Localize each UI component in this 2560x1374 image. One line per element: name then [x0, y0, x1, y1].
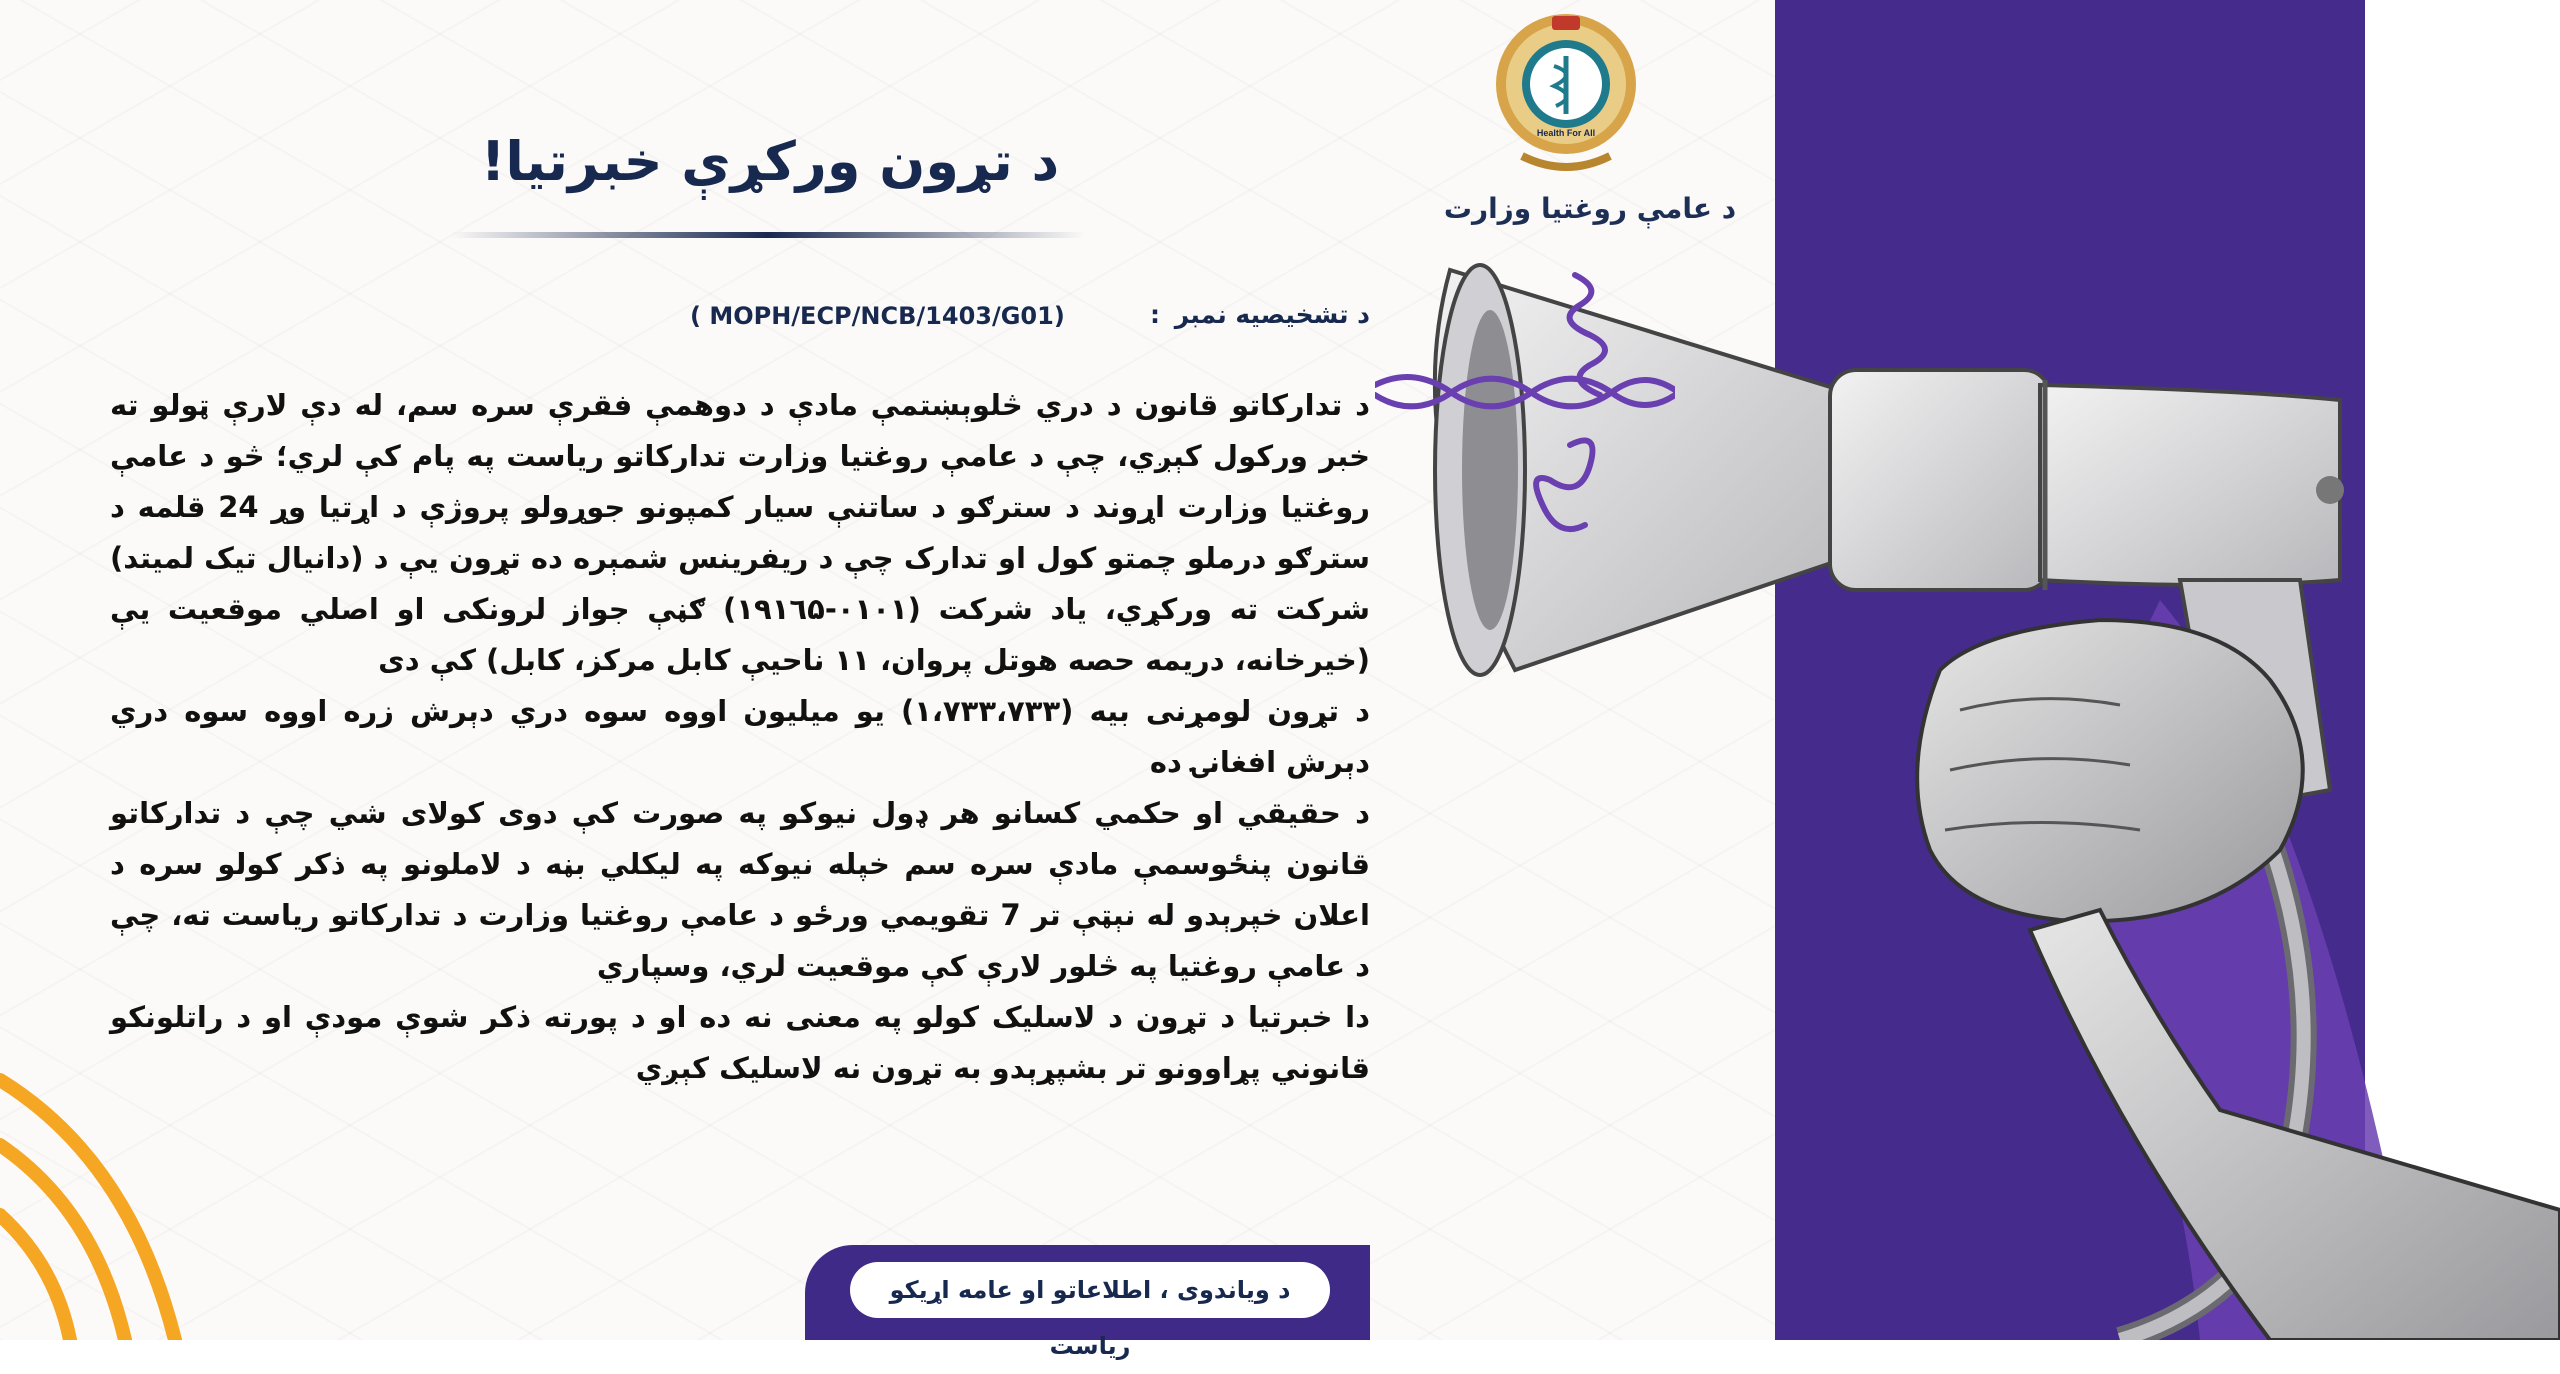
body-paragraph: د تړون لومړنی بیه (۱،۷۳۳،۷۳۳) یو میلیون اووه سوه دري دېرش زره اووه سوه دري دېرش افغانۍ ده	[110, 694, 1370, 779]
reference-colon: :	[1150, 300, 1160, 329]
body-paragraph: دا خبرتیا د تړون د لاسلیک کولو په معنی نه ده او د پورته ذکر شوې مودې او د راتلونکو قانوني پړاوونو تر بشپړېدو به تړون نه لاسلیک کېږي	[110, 1000, 1370, 1085]
announcement-body	[110, 380, 1370, 1094]
reference-label: د تشخیصیه نمبر	[1174, 300, 1370, 329]
ministry-logo	[1492, 6, 1640, 184]
decorative-squiggles	[1375, 270, 1675, 550]
ministry-name: د عامې روغتیا وزارت	[1443, 192, 1737, 225]
page-title: د تړون ورکړې خبرتیا!	[480, 130, 1060, 193]
reference-number: ( MOPH/ECP/NCB/1403/G01)	[690, 302, 1065, 330]
reference-row	[680, 300, 1370, 340]
body-paragraph: د حقیقي او حکمي کسانو هر ډول نیوکو په صورت کې دوی کولای شي چې د تدارکاتو قانون پنځوسمې مادې سره سم خپله نیوکه په لیکلي بڼه د لاملونو په ذکر کولو سره د اعلان خپرېدو له نېټې تر 7 تقویمي ورځو د عامې روغتیا وزارت د تدارکاتو ریاست ته، چې د عامې روغتیا په څلور لارې کې موقعیت لري، وسپاري	[110, 796, 1370, 983]
body-paragraph: د تدارکاتو قانون د دري څلوېښتمې مادې د دوهمې فقرې سره سم، له دې لارې ټولو ته خبر ورکول کېږي، چې د عامې روغتیا وزارت تدارکاتو ریاست په پام کې لري؛ څو د عامې روغتیا وزارت اړوند د سترګو د ساتنې سیار کمپونو جوړولو پروژې د اړتیا وړ 24 قلمه د سترګو درملو چمتو کول او تدارک چې د ریفرینس شمېره ده تړون یې د (دانیال تیک لمیتد) شرکت ته ورکړي، یاد شرکت (۰۱۰۱-۱۹۱٦۵) ګڼې جواز لرونکی او اصلي موقعیت يې (خیرخانه، دریمه حصه هوتل پروان، ۱۱ ناحیې کابل مرکز، کابل) کې دی	[110, 388, 1371, 677]
title-underline	[450, 232, 1085, 238]
logo-motto: Health For All	[1536, 128, 1596, 138]
footer-label: د ویاندوی ، اطلاعاتو او عامه اړیکو ریاست	[850, 1262, 1330, 1318]
